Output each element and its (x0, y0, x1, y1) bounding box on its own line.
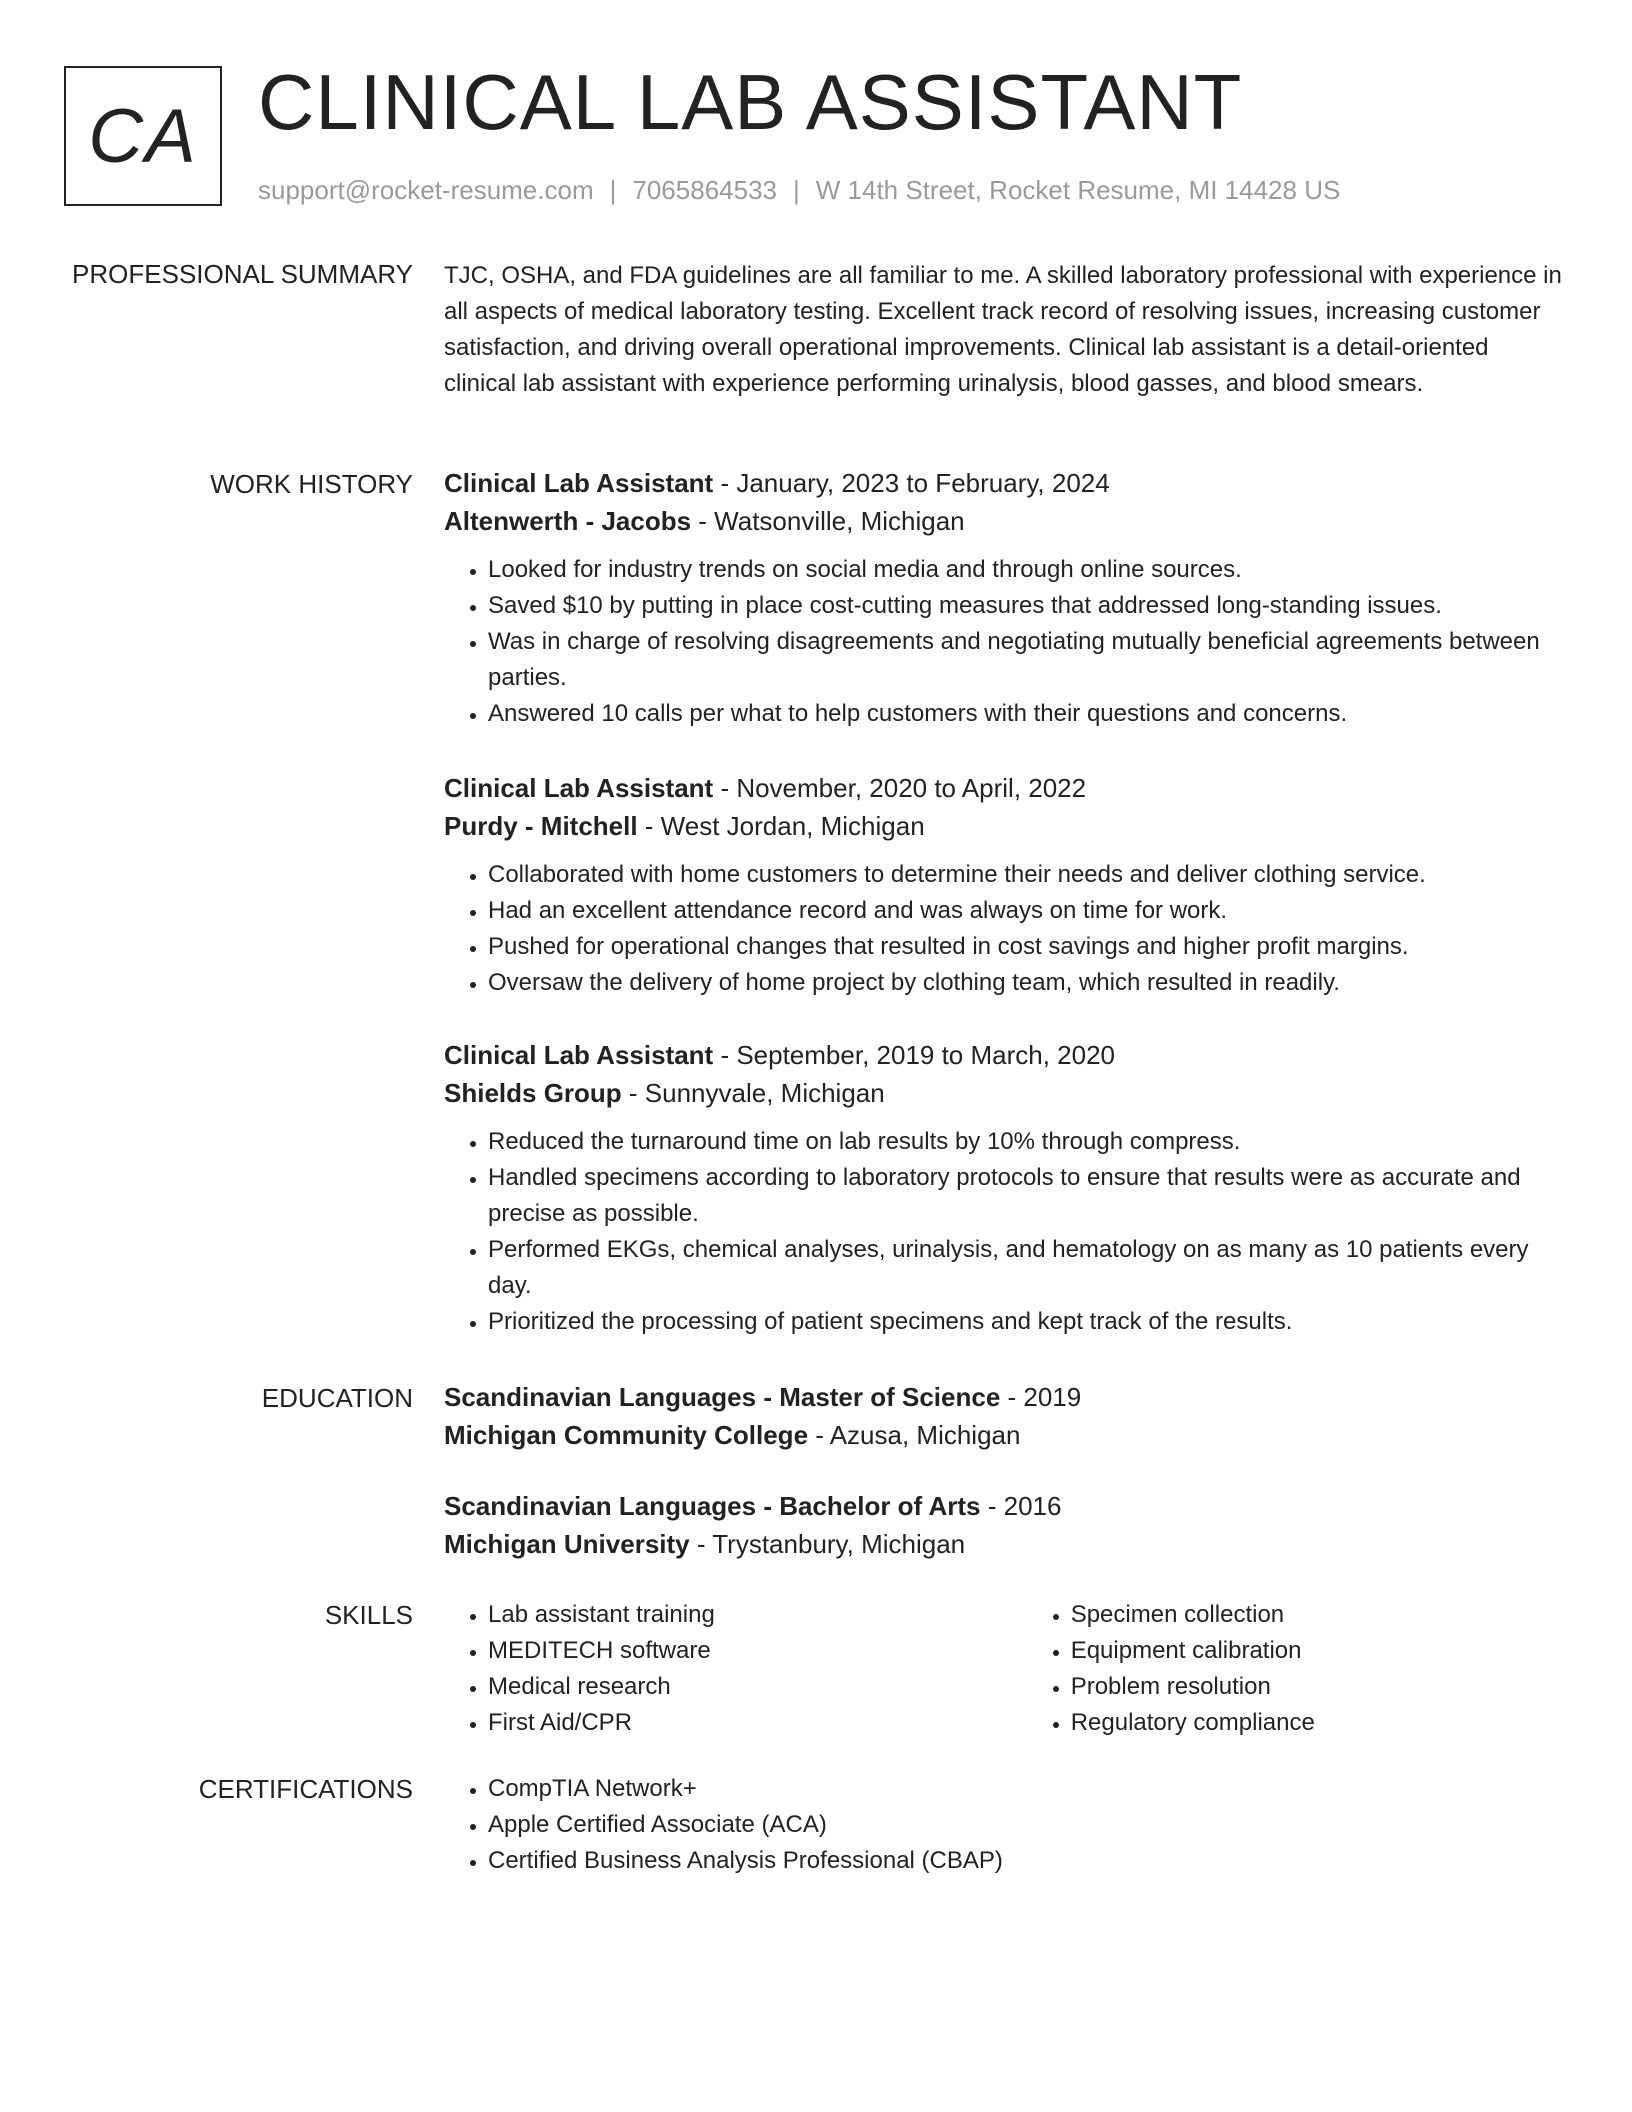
job-company-line (444, 502, 1564, 540)
degree-year: - 2016 (980, 1491, 1062, 1521)
skill-item: • Lab assistant training (488, 1597, 1027, 1633)
skills-column (444, 1597, 1027, 1741)
job-company: Shields Group (444, 1078, 622, 1108)
job-title-line (444, 769, 1564, 807)
monogram-badge: CA (64, 66, 222, 206)
skill-item: • Medical research (488, 1669, 1027, 1705)
education-heading: EDUCATION (261, 1383, 413, 1413)
school-name: Michigan Community College (444, 1420, 809, 1450)
contact-line (258, 172, 1340, 208)
certifications-heading: CERTIFICATIONS (198, 1774, 413, 1804)
certification-item: • Apple Certified Associate (ACA) (488, 1807, 1564, 1843)
skill-item: • Regulatory compliance (1071, 1705, 1564, 1741)
job-entry (444, 1036, 1564, 1340)
email-text: support@rocket-resume.com (258, 175, 594, 205)
education-entry (444, 1487, 1564, 1563)
job-bullets (444, 857, 1564, 1001)
job-bullets (444, 1124, 1564, 1340)
job-company-line (444, 1074, 1564, 1112)
job-bullet: • Saved $10 by putting in place cost-cutting measures that addressed long-standing issues. (488, 588, 1564, 624)
job-title-line (444, 464, 1564, 502)
job-location: - Watsonville, Michigan (691, 506, 965, 536)
skills-column (1027, 1597, 1564, 1741)
job-company-line (444, 807, 1564, 845)
job-bullet: • Pushed for operational changes that resulted in cost savings and higher profit margins. (488, 929, 1564, 965)
skill-item: • First Aid/CPR (488, 1705, 1027, 1741)
resume-title: CLINICAL LAB ASSISTANT (258, 58, 1243, 146)
degree-line (444, 1487, 1564, 1525)
certification-bullets (444, 1771, 1564, 1879)
job-bullet: • Answered 10 calls per what to help customers with their questions and concerns. (488, 696, 1564, 732)
job-company: Altenwerth - Jacobs (444, 506, 692, 536)
skills-list (444, 1597, 1564, 1741)
job-bullet: • Prioritized the processing of patient specimens and kept track of the results. (488, 1304, 1564, 1340)
degree-name: Scandinavian Languages - Bachelor of Arts (444, 1491, 981, 1521)
job-bullet: • Handled specimens according to laboratory protocols to ensure that results were as accurate and precise as possible. (488, 1160, 1564, 1232)
job-location: - Sunnyvale, Michigan (621, 1078, 885, 1108)
skills-heading: SKILLS (324, 1600, 413, 1630)
skill-item: • Specimen collection (1071, 1597, 1564, 1633)
degree-line (444, 1378, 1564, 1416)
degree-year: - 2019 (1000, 1382, 1082, 1412)
skill-item: • Problem resolution (1071, 1669, 1564, 1705)
contact-separator: | (609, 175, 617, 205)
school-location: - Trystanbury, Michigan (689, 1529, 966, 1559)
job-dates: - November, 2020 to April, 2022 (713, 773, 1087, 803)
work-history-heading: WORK HISTORY (210, 469, 413, 499)
school-location: - Azusa, Michigan (808, 1420, 1021, 1450)
job-entry (444, 769, 1564, 1001)
job-entry (444, 464, 1564, 732)
job-dates: - January, 2023 to February, 2024 (713, 468, 1110, 498)
job-bullet: • Reduced the turnaround time on lab results by 10% through compress. (488, 1124, 1564, 1160)
job-bullets (444, 552, 1564, 732)
degree-name: Scandinavian Languages - Master of Science (444, 1382, 1001, 1412)
certification-item: • CompTIA Network+ (488, 1771, 1564, 1807)
education-entry (444, 1378, 1564, 1454)
summary-heading: PROFESSIONAL SUMMARY (72, 259, 413, 289)
skill-item: • Equipment calibration (1071, 1633, 1564, 1669)
skill-item: • MEDITECH software (488, 1633, 1027, 1669)
job-bullet: • Looked for industry trends on social media and through online sources. (488, 552, 1564, 588)
job-title: Clinical Lab Assistant (444, 468, 714, 498)
job-location: - West Jordan, Michigan (637, 811, 925, 841)
job-bullet: • Collaborated with home customers to determine their needs and deliver clothing service. (488, 857, 1564, 893)
address-text: W 14th Street, Rocket Resume, MI 14428 US (815, 175, 1341, 205)
school-line (444, 1416, 1564, 1454)
phone-text: 7065864533 (632, 175, 777, 205)
certifications-list (444, 1771, 1564, 1879)
certification-item: • Certified Business Analysis Professional (CBAP) (488, 1843, 1564, 1879)
job-title-line (444, 1036, 1564, 1074)
job-bullet: • Had an excellent attendance record and was always on time for work. (488, 893, 1564, 929)
job-title: Clinical Lab Assistant (444, 773, 714, 803)
job-company: Purdy - Mitchell (444, 811, 638, 841)
job-bullet: • Was in charge of resolving disagreements and negotiating mutually beneficial agreements between parties. (488, 624, 1564, 696)
contact-separator: | (793, 175, 800, 205)
job-dates: - September, 2019 to March, 2020 (713, 1040, 1116, 1070)
school-line (444, 1525, 1564, 1563)
job-bullet: • Oversaw the delivery of home project by clothing team, which resulted in readily. (488, 965, 1564, 1001)
job-bullet: • Performed EKGs, chemical analyses, urinalysis, and hematology on as many as 10 patients every day. (488, 1232, 1564, 1304)
job-title: Clinical Lab Assistant (444, 1040, 714, 1070)
summary-text: TJC, OSHA, and FDA guidelines are all familiar to me. A skilled laboratory professional with experience in all aspects of medical laboratory testing. Excellent track record of resolving issues, increasing customer satisfaction, and driving overall operational improvements. Clinical lab assistant is a detail-oriented clinical lab assistant with experience performing urinalysis, blood gasses, and blood smears. (444, 262, 1562, 397)
school-name: Michigan University (444, 1529, 690, 1559)
